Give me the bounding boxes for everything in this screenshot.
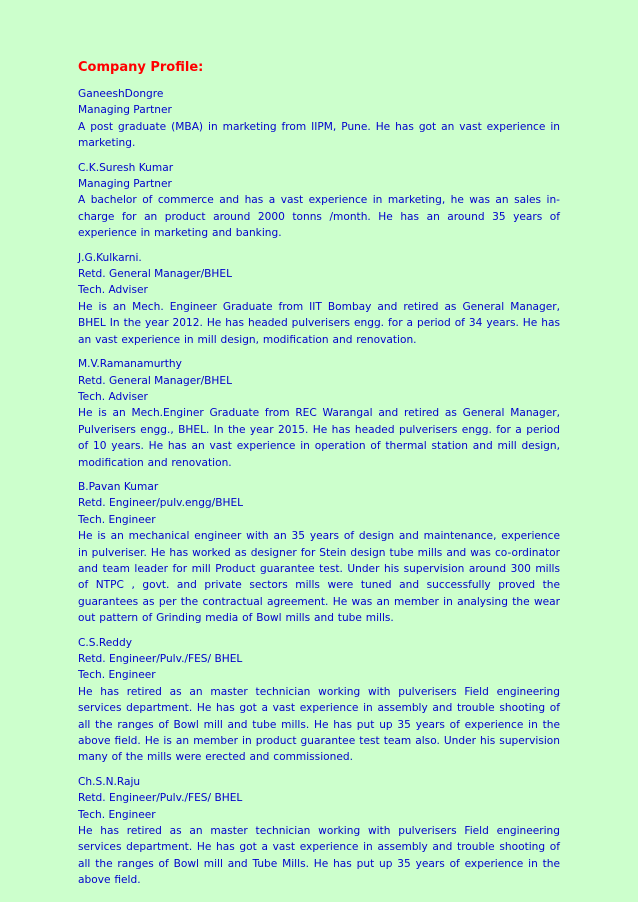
profile-name: C.K.Suresh Kumar (78, 161, 174, 174)
profile-role: Retd. Engineer/Pulv./FES/ BHEL (78, 792, 243, 805)
profile-description: A bachelor of commerce and has a vast experience in marketing, he was an sales in-charge for an product around 2000 tonns /month. He has an around 35 years of experience in marketing and banking. (78, 194, 560, 240)
profile-name: M.V.Ramanamurthy (78, 358, 182, 371)
profile-subrole: Tech. Engineer (78, 513, 156, 526)
profile-description: He is an Mech.Enginer Graduate from REC Warangal and retired as General Manager, Pulverisers engg., BHEL. In the year 2015. He has headed pulverisers engg. for a period of 10 years. He has an vast experience in operation of thermal station and mill design, modification and renovation. (78, 407, 560, 469)
profile-name: GaneeshDongre (78, 88, 164, 100)
profile-role: Managing Partner (78, 104, 172, 117)
profile-entry (78, 635, 560, 766)
profile-subrole: Tech. Adviser (78, 390, 148, 403)
profile-entry (78, 356, 560, 471)
profile-description: He has retired as an master technician working with pulverisers Field engineering services department. He has got a vast experience in assembly and trouble shooting of all the ranges of Bowl mill and Tube Mills. He has put up 35 years of experience in the above field. (78, 825, 560, 887)
profile-entry (78, 250, 560, 348)
profile-description: He is an mechanical engineer with an 35 years of design and maintenance, experience in pulveriser. He has worked as designer for Stein design tube mills and was co-ordinator and team leader for mill Product guarantee test. Under his supervision around 300 mills of NTPC , govt. and private sectors mills were tuned and successfully proved the guarantees as per the contractual agreement. He was an member in analysing the wear out pattern of Grinding media of Bowl mills and tube mills. (78, 530, 560, 625)
profile-subrole: Tech. Engineer (78, 669, 156, 682)
profile-description: A post graduate (MBA) in marketing from IIPM, Pune. He has got an vast experience in marketing. (78, 120, 560, 150)
profile-name: Ch.S.N.Raju (78, 775, 141, 788)
profile-description: He has retired as an master technician working with pulverisers Field engineering services department. He has got a vast experience in assembly and trouble shooting of all the ranges of Bowl mill and tube mills. He has put up 35 years of experience in the above field. He is an member in product guarantee test team also. Under his supervision many of the mills were erected and commissioned. (78, 685, 560, 764)
profile-entry (78, 774, 560, 889)
profile-entry (78, 86, 560, 152)
profile-role: Retd. Engineer/pulv.engg/BHEL (78, 497, 244, 510)
profile-entry (78, 160, 560, 242)
profile-role: Retd. Engineer/Pulv./FES/ BHEL (78, 653, 243, 665)
profile-subrole: Tech. Adviser (78, 284, 148, 297)
profile-role: Managing Partner (78, 178, 172, 191)
profile-name: C.S.Reddy (78, 636, 132, 649)
profile-role: Retd. General Manager/BHEL (78, 374, 232, 387)
profile-description: He is an Mech. Engineer Graduate from IIT Bombay and retired as General Manager, BHEL In the year 2012. He has headed pulverisers engg. for a period of 34 years. He has an vast experience in mill design, modification and renovation. (78, 300, 560, 346)
profile-name: J.G.Kulkarni. (78, 251, 142, 264)
profile-entry (78, 479, 560, 627)
profile-subrole: Tech. Engineer (78, 808, 156, 821)
page-title: Company Profile: (78, 60, 204, 75)
profile-role: Retd. General Manager/BHEL (78, 268, 232, 281)
profile-name: B.Pavan Kumar (78, 480, 159, 493)
